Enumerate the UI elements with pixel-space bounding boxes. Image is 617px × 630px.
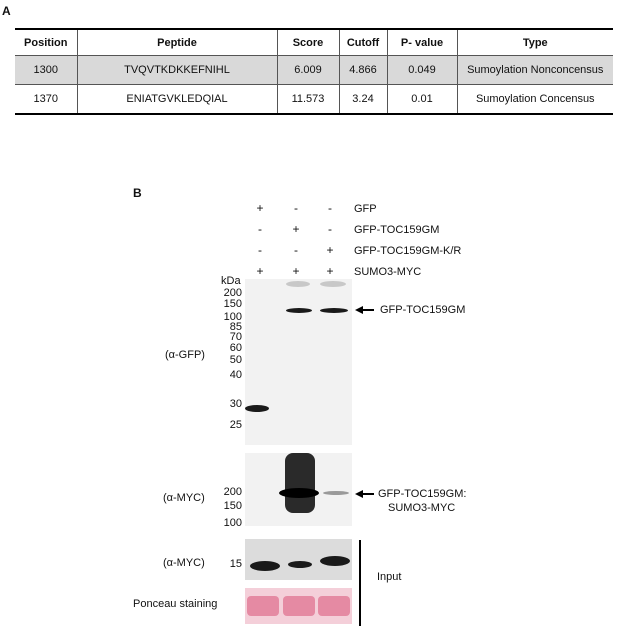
sumoylated-band: [279, 488, 319, 498]
table-cell: Sumoylation Nonconcensus: [457, 56, 613, 85]
sign: -: [294, 201, 298, 215]
peptide-table: [15, 28, 613, 115]
marker-label: 100: [223, 517, 242, 529]
sign: +: [256, 264, 264, 278]
gfp-blot: [245, 279, 352, 445]
input-label: Input: [377, 571, 402, 583]
ponceau-lane: [318, 596, 350, 616]
column-header: Score: [277, 29, 339, 56]
table-cell: 6.009: [277, 56, 339, 85]
faint-band: [323, 491, 349, 495]
arrow-icon: [360, 309, 374, 311]
panel-a-label: A: [2, 4, 11, 18]
condition-label: GFP-TOC159GM-K/R: [354, 245, 462, 257]
sign: +: [326, 264, 334, 278]
smear-band: [286, 281, 310, 287]
ponceau-label: Ponceau staining: [133, 598, 218, 610]
ponceau-lane: [283, 596, 315, 616]
column-header: Peptide: [77, 29, 277, 56]
table-cell: 11.573: [277, 85, 339, 115]
sign: +: [256, 201, 264, 215]
smear-band: [320, 281, 346, 287]
marker-label: 60: [229, 342, 242, 354]
ponceau-lane: [247, 596, 279, 616]
sign: +: [292, 222, 300, 236]
column-header: Cutoff: [339, 29, 387, 56]
table-cell: TVQVTKDKKEFNIHL: [77, 56, 277, 85]
column-header: P- value: [387, 29, 457, 56]
smear-band: [285, 453, 315, 513]
condition-label: SUMO3-MYC: [354, 266, 422, 278]
table-cell: 3.24: [339, 85, 387, 115]
antibody-label-gfp: (α-GFP): [165, 349, 205, 361]
arrow-label-myc-line2: SUMO3-MYC: [388, 502, 456, 514]
input-bracket: [359, 540, 361, 626]
sign: -: [294, 243, 298, 257]
gfp-toc159gm-kr-band: [320, 308, 348, 313]
marker-label: 200: [223, 486, 242, 498]
input-band: [250, 561, 280, 571]
antibody-label-myc: (α-MYC): [163, 492, 205, 504]
table-row: [15, 56, 613, 85]
marker-label: 200: [223, 287, 242, 299]
antibody-label-myc-input: (α-MYC): [163, 557, 205, 569]
arrow-label-myc-line1: GFP-TOC159GM:: [378, 488, 467, 500]
marker-label: 15: [229, 558, 242, 570]
arrow-label-gfp: GFP-TOC159GM: [380, 304, 466, 316]
table-cell: ENIATGVKLEDQIAL: [77, 85, 277, 115]
sign: -: [328, 222, 332, 236]
marker-label: 150: [223, 500, 242, 512]
marker-label: 25: [229, 419, 242, 431]
sign: -: [328, 201, 332, 215]
sign: -: [258, 243, 262, 257]
sign: -: [258, 222, 262, 236]
gfp-band: [245, 405, 269, 412]
column-header: Type: [457, 29, 613, 56]
table-cell: 0.049: [387, 56, 457, 85]
table-cell: 1370: [15, 85, 77, 115]
table-header-row: [15, 29, 613, 56]
panel-b-label: B: [133, 186, 142, 200]
marker-label: 50: [229, 354, 242, 366]
marker-label: 70: [229, 331, 242, 343]
input-band: [320, 556, 350, 566]
gfp-toc159gm-band: [286, 308, 312, 313]
sign: +: [292, 264, 300, 278]
marker-label: 30: [229, 398, 242, 410]
table-row: [15, 85, 613, 115]
condition-label: GFP-TOC159GM: [354, 224, 440, 236]
table-cell: 0.01: [387, 85, 457, 115]
marker-label: 40: [229, 369, 242, 381]
sign: +: [326, 243, 334, 257]
kda-label: kDa: [221, 275, 241, 287]
myc-blot: [245, 453, 352, 526]
marker-label: 85: [229, 321, 242, 333]
input-band: [288, 561, 312, 568]
condition-label: GFP: [354, 203, 377, 215]
marker-label: 100: [223, 311, 242, 323]
marker-label: 150: [223, 298, 242, 310]
table-cell: 1300: [15, 56, 77, 85]
ponceau-blot: [245, 588, 352, 624]
column-header: Position: [15, 29, 77, 56]
input-myc-blot: [245, 539, 352, 580]
table-cell: 4.866: [339, 56, 387, 85]
arrow-icon: [360, 493, 374, 495]
table-cell: Sumoylation Concensus: [457, 85, 613, 115]
